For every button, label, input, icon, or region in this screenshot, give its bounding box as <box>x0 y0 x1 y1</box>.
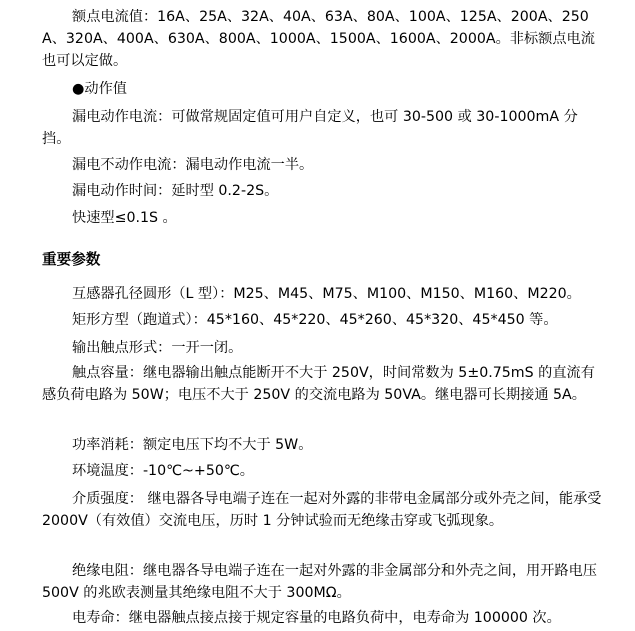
dielectric-strength-paragraph: 介质强度： 继电器各导电端子连在一起对外露的非带电金属部分或外壳之间，能承受 2000V（有效值）交流电压，历时 1 分钟试验而无绝缘击穿或飞弧现象。 <box>42 491 602 529</box>
ambient-temperature: 环境温度：-10℃~+50℃。 <box>72 463 254 479</box>
rated-current-paragraph: 额点电流值：16A、25A、32A、40A、63A、80A、100A、125A、200A、250A、320A、400A、630A、800A、1000A、1500A、1600A、2000A。非标额点电流也可以定做。 <box>42 9 595 69</box>
transformer-hole-round: 互感器孔径圆形（L 型）：M25、M45、M75、M100、M150、M160、M220。 <box>72 286 581 302</box>
leakage-action-time: 漏电动作时间：延时型 0.2-2S。 <box>72 183 279 199</box>
leakage-action-current-paragraph: 漏电动作电流：可做常规固定值可用户自定义，也可 30-500 或 30-1000mA 分挡。 <box>42 109 578 147</box>
insulation-resistance-paragraph: 绝缘电阻：继电器各导电端子连在一起对外露的非金属部分和外壳之间，用开路电压 500V 的兆欧表测量其绝缘电阻不大于 300MΩ。 <box>42 563 597 601</box>
service-life: 电寿命：继电器触点接点接于规定容量的电路负荷中，电寿命为 100000 次。 <box>72 610 561 626</box>
transformer-hole-rect: 矩形方型（跑道式）：45*160、45*220、45*260、45*320、45*450 等。 <box>72 312 558 328</box>
fast-type-line: 快速型≤0.1S 。 <box>72 210 177 226</box>
action-value-title: ●动作值 <box>72 81 127 97</box>
contact-capacity-paragraph: 触点容量：继电器输出触点能断开不大于 250V，时间常数为 5±0.75mS 的直流有感负荷电路为 50W；电压不大于 250V 的交流电路为 50VA。继电器可长期接通 5A。 <box>42 365 595 403</box>
power-consumption: 功率消耗：额定电压下均不大于 5W。 <box>72 437 313 453</box>
leakage-non-action-current: 漏电不动作电流：漏电动作电流一半。 <box>72 157 314 173</box>
important-params-heading: 重要参数 <box>42 251 101 268</box>
output-contact-form: 输出触点形式：一开一闭。 <box>72 340 243 356</box>
